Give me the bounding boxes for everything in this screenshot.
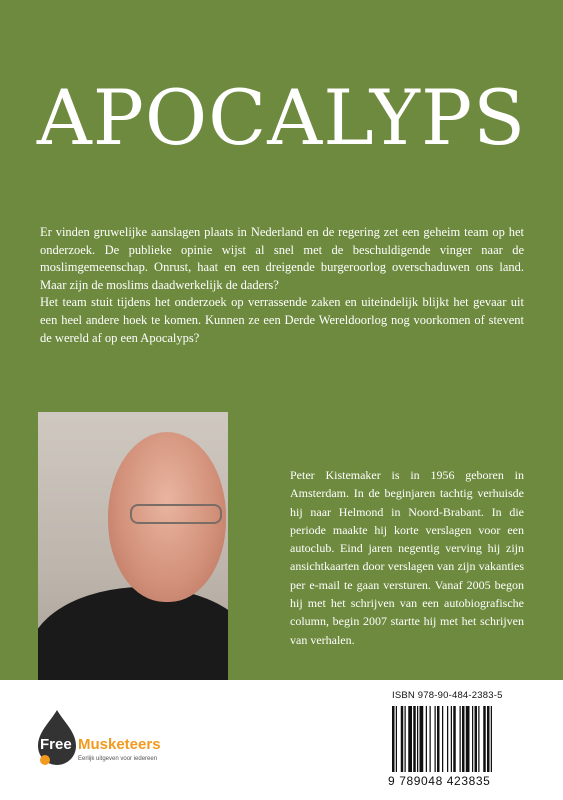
author-bio-text: Peter Kistemaker is in 1956 geboren in Amsterdam. In de beginjaren tachtig verhuisde hij naar Helmond in Noord-Brabant. In die periode maakte hij korte verslagen voor een autoclub. Eind jaren negentig verving hij zijn ansichtkaarten door verslagen van zijn vakanties per e-mail te gaan versturen. Vanaf 2005 begon hij met het schrijven van een autobiografische column, begin 2007 startte hij met het schrijven van verhalen. [290, 468, 524, 647]
author-bio [290, 466, 524, 649]
isbn-digits: 9 789048 423835 [388, 774, 491, 788]
book-title: APOCALYPS [36, 73, 527, 162]
synopsis-paragraph-1: Er vinden gruwelijke aanslagen plaats in Nederland en de regering zet een geheim team op het onderzoek. De publieke opinie wijst al snel met de beschuldigende vinger naar de moslimgemeenschap. Onrust, haat en een dreigende burgeroorlog overschaduwen ons land. Maar zijn de moslims daadwerkelijk de daders? [40, 225, 524, 292]
barcode-icon [392, 706, 524, 772]
publisher-name-musketeers: Musketeers [78, 736, 161, 753]
publisher-tagline: Eerlijk uitgeven voor iedereen [78, 756, 158, 762]
isbn-barcode-block [388, 690, 528, 790]
synopsis [40, 224, 524, 347]
author-photo [38, 412, 228, 680]
publisher-logo [36, 706, 196, 776]
synopsis-paragraph-2: Het team stuit tijdens het onderzoek op verrassende zaken en uiteindelijk blijkt het gevaar uit een heel andere hoek te komen. Kunnen ze een Derde Wereldoorlog nog voorkomen of stevent de wereld af op een Apocalyps? [40, 295, 524, 345]
publisher-name-free: Free [40, 736, 72, 753]
isbn-label: ISBN 978-90-484-2383-5 [392, 690, 503, 701]
